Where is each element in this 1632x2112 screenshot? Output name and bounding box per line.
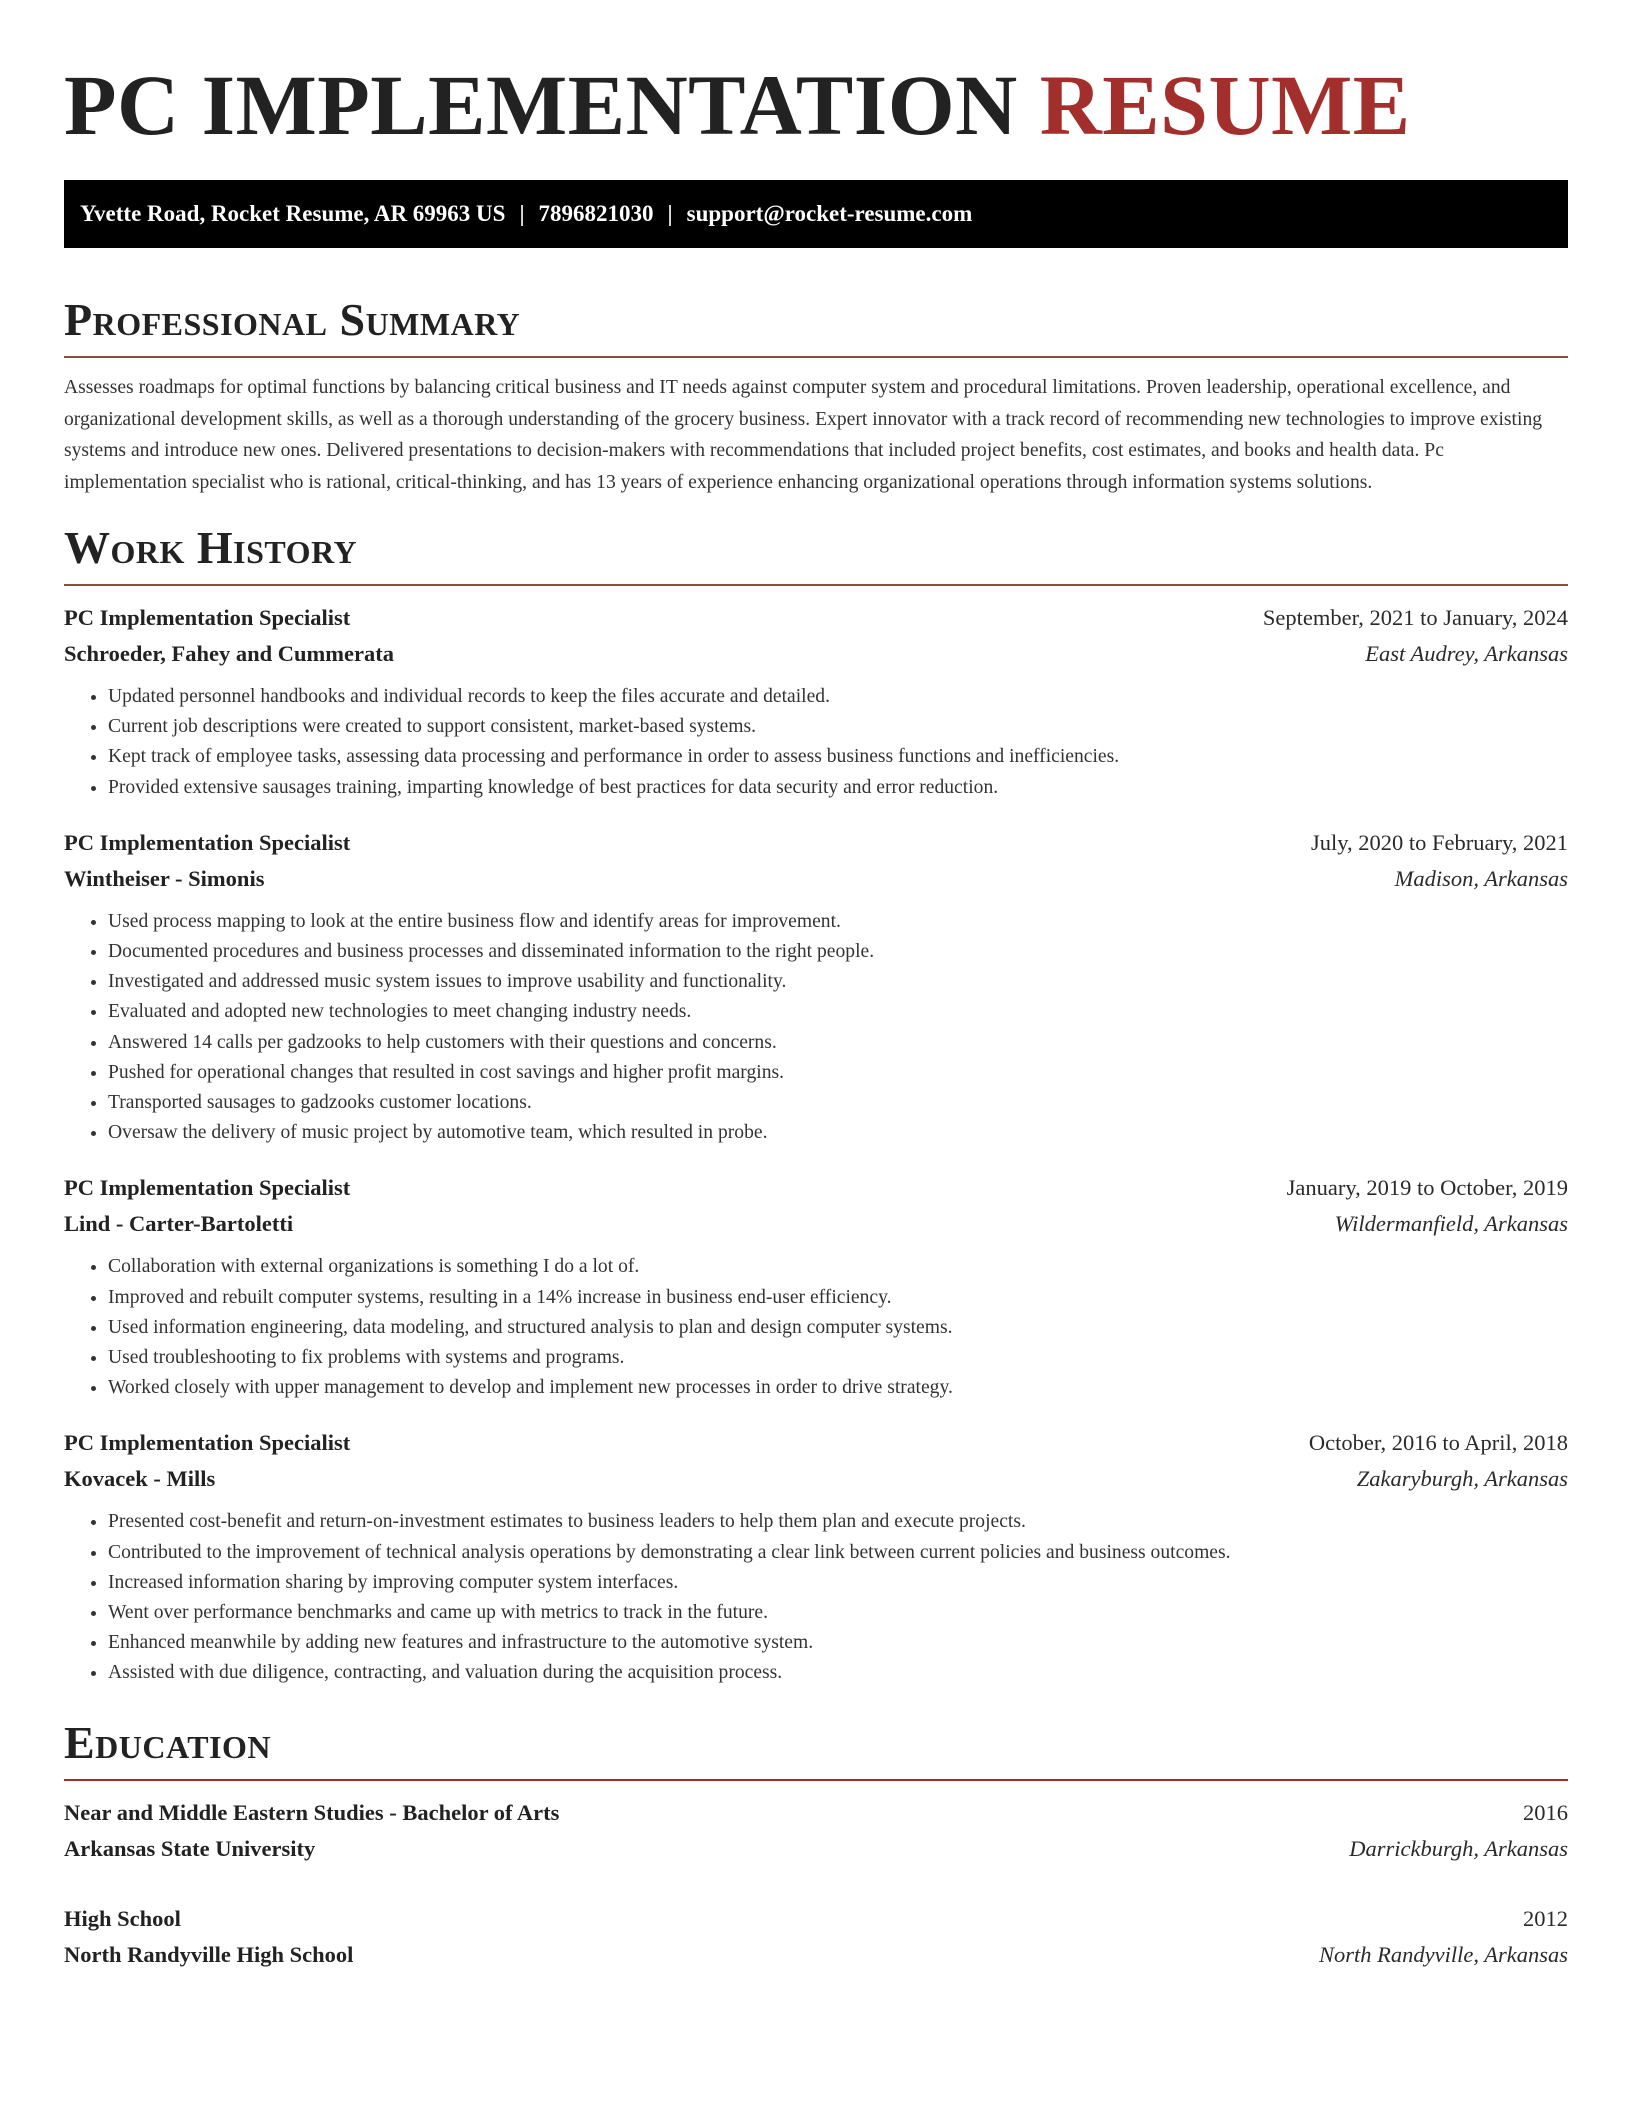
job-bullet: • Documented procedures and business processes and disseminated information to the right people.: [108, 937, 1568, 967]
job-bullet: • Used troubleshooting to fix problems with systems and programs.: [108, 1343, 1568, 1373]
job-bullet: • Provided extensive sausages training, imparting knowledge of best practices for data security and error reduction.: [108, 773, 1568, 803]
contact-bar: [64, 180, 1568, 248]
education-entry: [64, 1795, 1568, 1867]
education-location: North Randyville, Arkansas: [1319, 1941, 1568, 1967]
job-entry: [64, 825, 1568, 1149]
job-bullet: • Went over performance benchmarks and came up with metrics to track in the future.: [108, 1598, 1568, 1628]
job-bullet: • Enhanced meanwhile by adding new features and infrastructure to the automotive system.: [108, 1628, 1568, 1658]
job-entry: [64, 1425, 1568, 1688]
job-company-row: [64, 636, 1568, 672]
section-title-summary: Professional Summary: [64, 294, 521, 345]
education-degree: High School: [64, 1905, 181, 1931]
section-divider: [64, 1779, 1568, 1781]
job-bullet: • Assisted with due diligence, contracting, and valuation during the acquisition process.: [108, 1658, 1568, 1688]
job-entry: [64, 600, 1568, 803]
job-header-row: [64, 1425, 1568, 1461]
job-bullet: • Updated personnel handbooks and individual records to keep the files accurate and detailed.: [108, 682, 1568, 712]
job-bullet: • Transported sausages to gadzooks customer locations.: [108, 1088, 1568, 1118]
section-divider: [64, 584, 1568, 586]
work-history-section: [64, 520, 1568, 1689]
job-bullet: • Answered 14 calls per gadzooks to help customers with their questions and concerns.: [108, 1028, 1568, 1058]
job-entry: [64, 1170, 1568, 1403]
education-year: 2016: [1523, 1799, 1568, 1825]
section-title-work-history: Work History: [64, 522, 358, 573]
education-school-row: [64, 1937, 1568, 1973]
job-company-row: [64, 861, 1568, 897]
section-title-education: Education: [64, 1716, 272, 1768]
education-location: Darrickburgh, Arkansas: [1349, 1835, 1568, 1861]
contact-phone: 7896821030: [538, 201, 654, 226]
job-header-row: [64, 825, 1568, 861]
contact-email: support@rocket-resume.com: [686, 201, 973, 226]
education-header-row: [64, 1795, 1568, 1831]
job-bullet: • Used information engineering, data modeling, and structured analysis to plan and design computer systems.: [108, 1313, 1568, 1343]
education-year: 2012: [1523, 1905, 1568, 1931]
education-school: North Randyville High School: [64, 1941, 354, 1967]
job-bullet: • Worked closely with upper management to develop and implement new processes in order to drive strategy.: [108, 1373, 1568, 1403]
job-bullet: • Increased information sharing by improving computer system interfaces.: [108, 1568, 1568, 1598]
title-accent: RESUME: [1039, 57, 1411, 153]
education-header-row: [64, 1901, 1568, 1937]
job-bullets: [64, 682, 1568, 803]
contact-separator: |: [519, 201, 525, 226]
job-bullet: • Kept track of employee tasks, assessing data processing and performance in order to assess business functions and inefficiencies.: [108, 742, 1568, 772]
job-location: Wildermanfield, Arkansas: [1334, 1211, 1568, 1237]
contact-address: Yvette Road, Rocket Resume, AR 69963 US: [80, 201, 506, 226]
job-bullet: • Investigated and addressed music system issues to improve usability and functionality.: [108, 967, 1568, 997]
job-company: Kovacek - Mills: [64, 1466, 216, 1492]
job-company-row: [64, 1206, 1568, 1242]
summary-text: Assesses roadmaps for optimal functions by balancing critical business and IT needs against computer system and procedural limitations. Proven leadership, operational excellence, and organizational development skills, as well as a thorough understanding of the grocery business. Expert innovator with a track record of recommending new technologies to improve existing systems and introduce new ones. Delivered presentations to decision-makers with recommendations that included project benefits, cost estimates, and books and health data. Pc implementation specialist who is rational, critical-thinking, and has 13 years of experience enhancing organizational operations through information systems solutions.: [64, 377, 1543, 493]
education-school-row: [64, 1831, 1568, 1867]
summary-section: [64, 292, 1568, 498]
job-title: PC Implementation Specialist: [64, 1430, 351, 1456]
job-title: PC Implementation Specialist: [64, 1175, 351, 1201]
job-company-row: [64, 1461, 1568, 1497]
job-title: PC Implementation Specialist: [64, 605, 351, 630]
section-divider: [64, 356, 1568, 358]
job-location: Madison, Arkansas: [1394, 865, 1568, 891]
job-bullet: • Oversaw the delivery of music project by automotive team, which resulted in probe.: [108, 1118, 1568, 1148]
contact-separator: |: [667, 201, 673, 226]
job-company: Lind - Carter-Bartoletti: [64, 1211, 294, 1237]
job-company: Wintheiser - Simonis: [64, 865, 265, 891]
job-company: Schroeder, Fahey and Cummerata: [64, 641, 394, 666]
job-bullets: [64, 1252, 1568, 1403]
job-bullet: • Presented cost-benefit and return-on-investment estimates to business leaders to help them plan and execute projects.: [108, 1507, 1568, 1537]
job-title: PC Implementation Specialist: [64, 829, 351, 855]
job-dates: January, 2019 to October, 2019: [1286, 1175, 1568, 1201]
job-bullet: • Evaluated and adopted new technologies to meet changing industry needs.: [108, 997, 1568, 1027]
job-dates: October, 2016 to April, 2018: [1308, 1430, 1568, 1456]
job-dates: September, 2021 to January, 2024: [1262, 605, 1568, 630]
title-main: PC IMPLEMENTATION: [64, 57, 1018, 153]
job-location: Zakaryburgh, Arkansas: [1356, 1466, 1568, 1492]
job-bullets: [64, 907, 1568, 1149]
job-bullet: • Used process mapping to look at the entire business flow and identify areas for improvement.: [108, 907, 1568, 937]
job-bullet: • Collaboration with external organizations is something I do a lot of.: [108, 1252, 1568, 1282]
job-bullet: • Pushed for operational changes that resulted in cost savings and higher profit margins.: [108, 1058, 1568, 1088]
education-section: [64, 1715, 1568, 1973]
job-bullet: • Contributed to the improvement of technical analysis operations by demonstrating a clear link between current policies and business outcomes.: [108, 1538, 1568, 1568]
education-degree: Near and Middle Eastern Studies - Bachelor of Arts: [64, 1799, 560, 1825]
job-header-row: [64, 1170, 1568, 1206]
job-bullet: • Improved and rebuilt computer systems, resulting in a 14% increase in business end-user efficiency.: [108, 1283, 1568, 1313]
job-location: East Audrey, Arkansas: [1365, 641, 1568, 666]
job-header-row: [64, 600, 1568, 636]
job-bullet: • Current job descriptions were created to support consistent, market-based systems.: [108, 712, 1568, 742]
resume-title: [64, 50, 1568, 160]
education-entry: [64, 1901, 1568, 1973]
job-bullets: [64, 1507, 1568, 1688]
job-dates: July, 2020 to February, 2021: [1310, 829, 1568, 855]
education-school: Arkansas State University: [64, 1835, 316, 1861]
